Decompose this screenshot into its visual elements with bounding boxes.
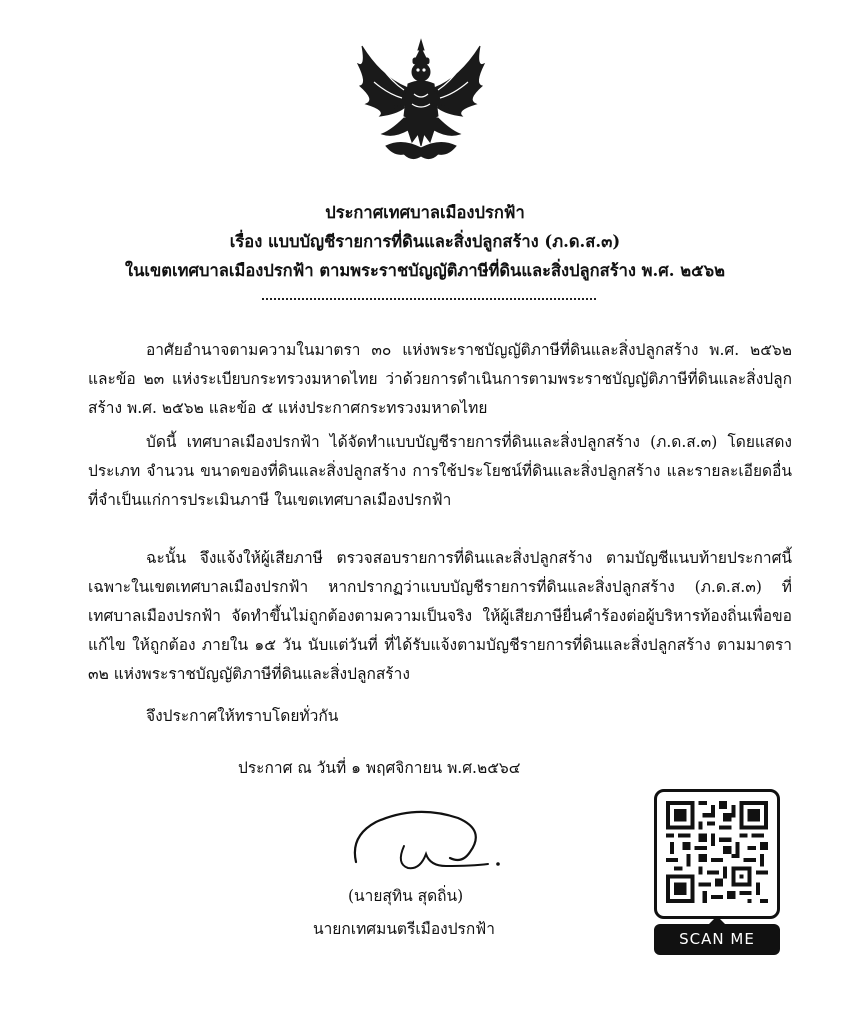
announcement-title: ประกาศเทศบาลเมืองปรกฟ้า	[325, 203, 525, 222]
qr-code-icon[interactable]	[666, 801, 768, 903]
announcement-date: ประกาศ ณ วันที่ ๑ พฤศจิกายน พ.ศ.๒๕๖๔	[238, 759, 521, 777]
qr-code-badge[interactable]	[654, 789, 780, 955]
garuda-emblem-icon	[352, 38, 490, 166]
announcement-subject: เรื่อง แบบบัญชีรายการที่ดินและสิ่งปลูกสร้าง (ภ.ด.ส.๓)	[229, 232, 621, 251]
qr-code-frame[interactable]	[654, 789, 780, 919]
scan-me-label[interactable]: SCAN ME	[654, 924, 780, 955]
qr-pointer-triangle	[709, 916, 725, 924]
paragraph-instructions: ฉะนั้น จึงแจ้งให้ผู้เสียภาษี ตรวจสอบรายการที่ดินและสิ่งปลูกสร้าง ตามบัญชีแนบท้ายประกาศนี้ เฉพาะในเขตเทศบาลเมืองปรกฟ้า หากปรากฏว่าแบบบัญชีรายการที่ดินและสิ่งปลูกสร้าง (ภ.ด.ส.๓) ที่เทศบาลเมืองปรกฟ้า จัดทำขึ้นไม่ถูกต้องตามความเป็นจริง ให้ผู้เสียภาษียื่นคำร้องต่อผู้บริหารท้องถิ่นเพื่อขอแก้ไข ให้ถูกต้อง ภายใน ๑๕ วัน นับแต่วันที่ ที่ได้รับแจ้งตามบัญชีรายการที่ดินและสิ่งปลูกสร้าง ตามมาตรา ๓๒ แห่งพระราชบัญญัติภาษีที่ดินและสิ่งปลูกสร้าง	[88, 549, 792, 683]
announcement-scope: ในเขตเทศบาลเมืองปรกฟ้า ตามพระราชบัญญัติภาษีที่ดินและสิ่งปลูกสร้าง พ.ศ. ๒๕๖๒	[125, 261, 725, 280]
signer-name: (นายสุทิน สุดถิ่น)	[348, 887, 464, 905]
dotted-divider	[262, 298, 596, 300]
signer-position: นายกเทศมนตรีเมืองปรกฟ้า	[313, 920, 495, 938]
handwritten-signature	[346, 806, 514, 878]
closing-statement: จึงประกาศให้ทราบโดยทั่วกัน	[146, 707, 339, 725]
paragraph-notice: บัดนี้ เทศบาลเมืองปรกฟ้า ได้จัดทำแบบบัญชีรายการที่ดินและสิ่งปลูกสร้าง (ภ.ด.ส.๓) โดยแสดงประเภท จำนวน ขนาดของที่ดินและสิ่งปลูกสร้าง การใช้ประโยชน์ที่ดินและสิ่งปลูกสร้าง และรายละเอียดอื่นที่จำเป็นแก่การประเมินภาษี ในเขตเทศบาลเมืองปรกฟ้า	[88, 433, 792, 509]
paragraph-authority: อาศัยอำนาจตามความในมาตรา ๓๐ แห่งพระราชบัญญัติภาษีที่ดินและสิ่งปลูกสร้าง พ.ศ. ๒๕๖๒ และข้อ ๒๓ แห่งระเบียบกระทรวงมหาดไทย ว่าด้วยการดำเนินการตามพระราชบัญญัติภาษีที่ดินและสิ่งปลูกสร้าง พ.ศ. ๒๕๖๒ และข้อ ๕ แห่งประกาศกระทรวงมหาดไทย	[88, 341, 792, 417]
